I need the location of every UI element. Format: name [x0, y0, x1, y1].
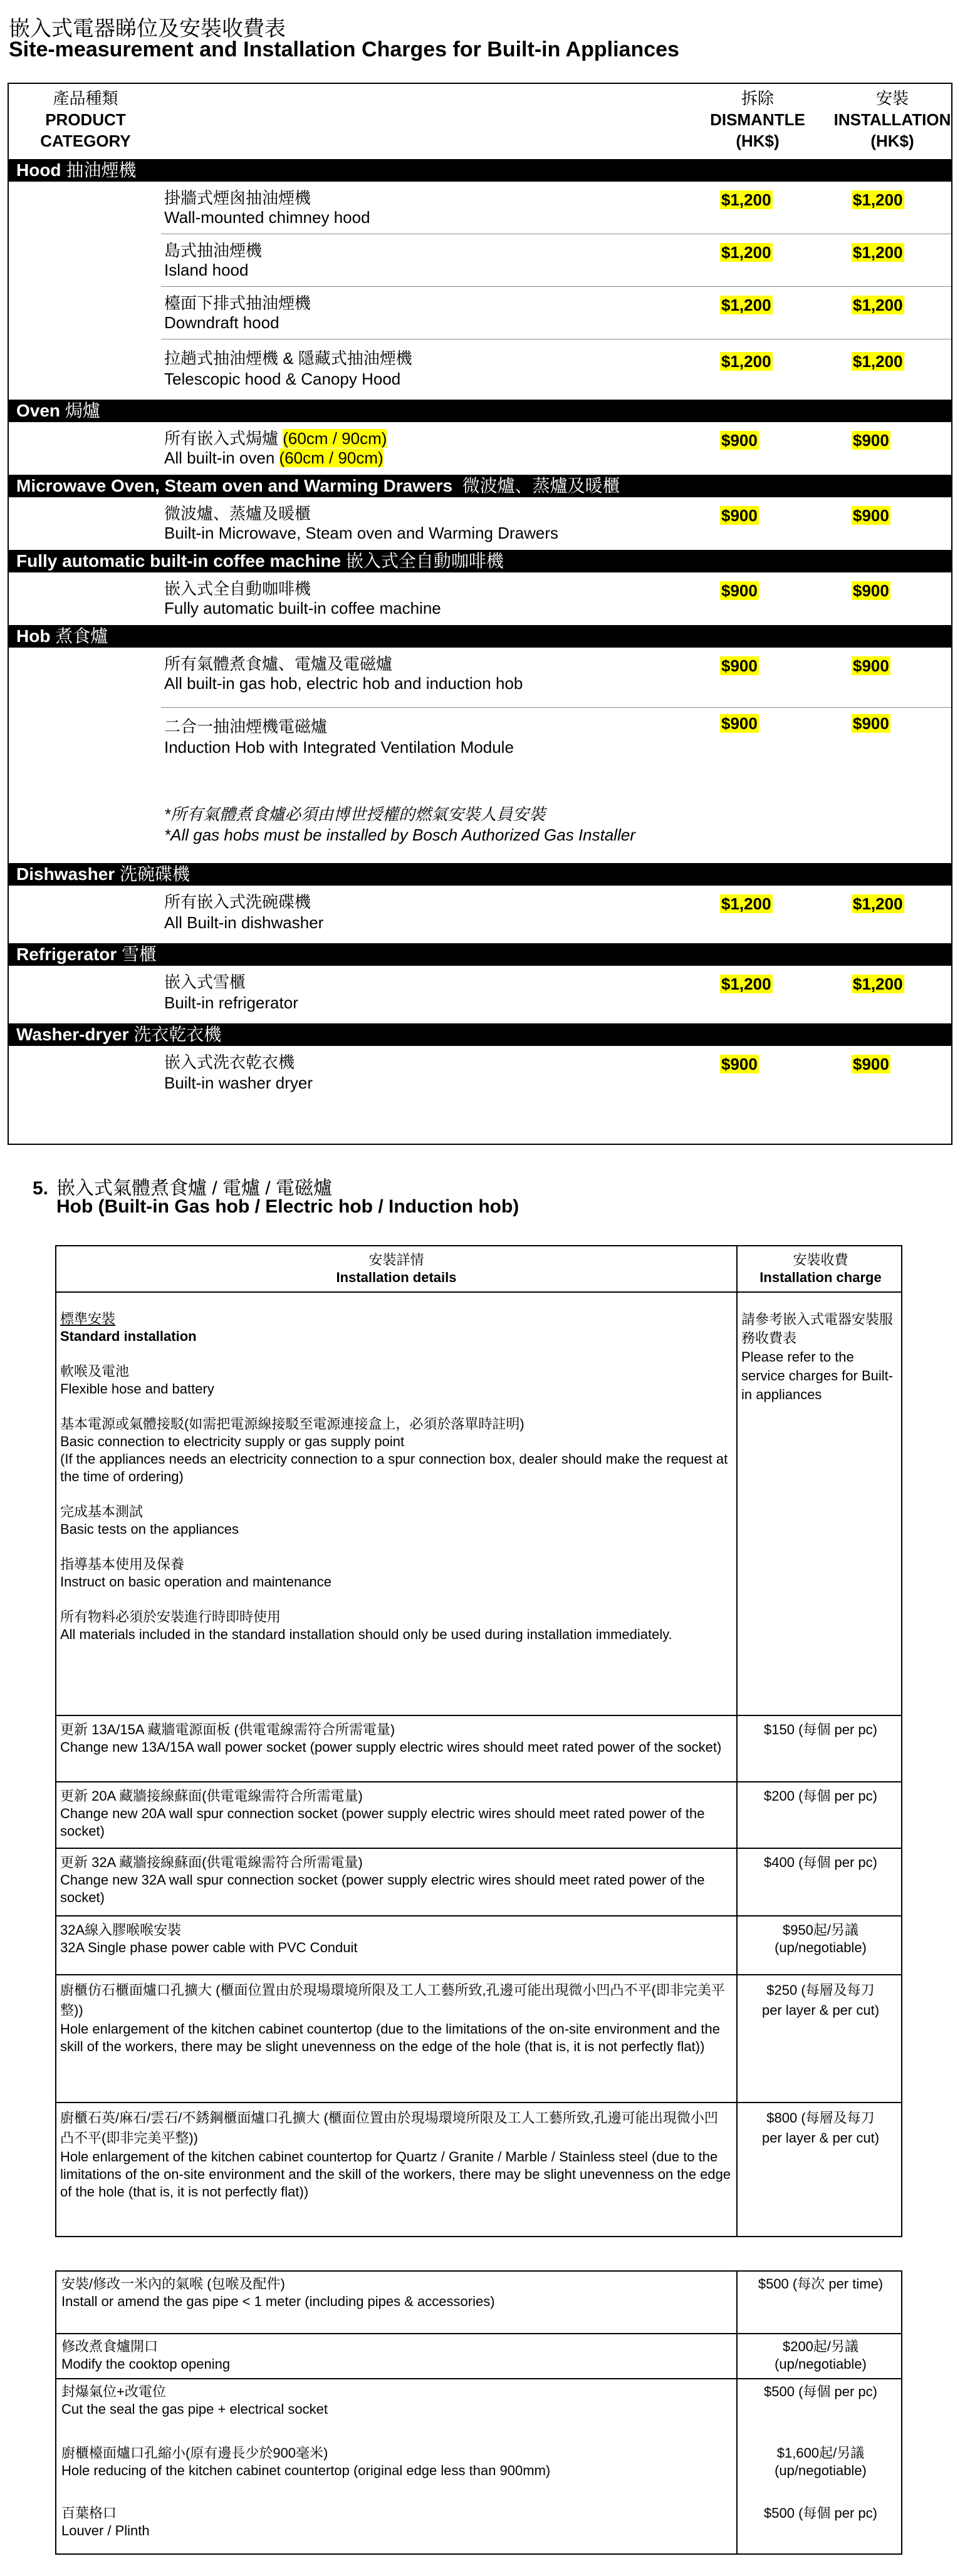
- row-details: [56, 2379, 738, 2441]
- row-charge: [738, 1916, 904, 1974]
- row-details: [56, 2103, 738, 2236]
- row-en: Change new 13A/15A wall power socket (power supply electric wires should meet rated power of the socket): [60, 1739, 722, 1755]
- hob-table-header: [56, 1246, 901, 1293]
- row-details: [56, 1782, 738, 1848]
- item-zh: 基本電源或氣體接駁(如需把電源線接駁至電源連接盒上，必須於落單時註明): [60, 1416, 524, 1432]
- dismantle-price: $1,200: [721, 894, 771, 913]
- row-details: [56, 1716, 738, 1781]
- row-details: [56, 2272, 738, 2333]
- section-washer-dryer: [9, 1023, 951, 1046]
- gas-hob-note-en: *All gas hobs must be installed by Bosch Authorized Gas Installer: [164, 825, 635, 844]
- row-charge: $150 (每個 per pc): [764, 1722, 877, 1737]
- dismantle-price: $900: [721, 656, 758, 675]
- table-row: [56, 2272, 901, 2334]
- charge-header-en: Installation charge: [759, 1270, 882, 1285]
- row-en: Island hood: [164, 261, 249, 279]
- install-price: $900: [853, 431, 889, 450]
- row-zh: 廚櫃石英/麻石/雲石/不銹鋼櫃面爐口孔擴大 (櫃面位置由於現場環境所限及工人工藝所致,孔邊可能出現微小凹凸不平(即非完美平整)): [60, 2110, 718, 2146]
- section-coffee: [9, 550, 951, 572]
- gas-hob-note-zh: *所有氣體煮食爐必須由博世授權的燃氣安裝人員安裝: [164, 805, 546, 824]
- table-row: [56, 1916, 901, 1975]
- row-zh: 檯面下排式抽油煙機: [164, 294, 311, 313]
- table-row: [56, 2103, 901, 2236]
- dismantle-price: $1,200: [721, 190, 771, 209]
- row-zh-text: 所有嵌入式焗爐: [164, 429, 279, 448]
- row-details: [56, 1975, 738, 2102]
- installation-header: [827, 88, 958, 152]
- standard-installation-details: [56, 1293, 738, 1715]
- charge-line2: per layer & per cut): [761, 2130, 880, 2146]
- section-dishwasher-en: Dishwasher: [16, 864, 115, 884]
- charge-line2: (up/negotiable): [775, 2356, 867, 2372]
- section-hob: [9, 625, 951, 648]
- item-en: All materials included in the standard installation should only be used during installation immediately.: [60, 1627, 672, 1642]
- row-en: Built-in refrigerator: [164, 993, 298, 1012]
- item-en: (If the appliances needs an electricity connection to a spur connection box, dealer should make the request at the time of ordering): [60, 1451, 728, 1484]
- section-hood-en: Hood: [16, 160, 61, 180]
- standard-installation-row: [56, 1293, 901, 1716]
- row-charge: [738, 2103, 904, 2236]
- row-zh: 拉趟式抽油煙機 & 隱藏式抽油煙機: [164, 349, 412, 368]
- item-zh: 完成基本測試: [60, 1504, 143, 1519]
- section-hood-zh: 抽油煙機: [66, 160, 137, 180]
- section-hob-en: Hob: [16, 626, 51, 646]
- table-row: [56, 2334, 901, 2379]
- row-details: [56, 1849, 738, 1915]
- charge-line2: per layer & per cut): [761, 2002, 880, 2018]
- section-microwave-zh: 微波爐、蒸爐及暖櫃: [462, 476, 620, 495]
- install-price: $900: [853, 506, 889, 525]
- additional-charges-table: [55, 2270, 902, 2555]
- dismantle-price: $1,200: [721, 975, 771, 993]
- table-row: [161, 422, 951, 475]
- section-5-title-en: Hob (Built-in Gas hob / Electric hob / Induction hob): [56, 1196, 519, 1217]
- standard-installation-charge: [738, 1293, 904, 1715]
- item-zh: 所有物料必須於安裝進行時即時使用: [60, 1609, 281, 1625]
- row-en: Change new 20A wall spur connection socket (power supply electric wires should meet rated power of the socket): [60, 1806, 705, 1839]
- installation-header-zh: 安裝: [875, 89, 909, 108]
- charge-line1: $950起/另議: [782, 1922, 859, 1938]
- row-zh: 廚櫃檯面爐口孔縮小(原有邊長少於900毫米): [61, 2445, 328, 2461]
- row-en: Louver / Plinth: [61, 2523, 150, 2538]
- section-washer-dryer-zh: 洗衣乾衣機: [133, 1025, 222, 1044]
- row-zh: 更新 32A 藏牆接線蘇面(供電電線需符合所需電量): [60, 1854, 363, 1870]
- table-row: [161, 648, 951, 708]
- row-zh: 微波爐、蒸爐及暖櫃: [164, 504, 311, 523]
- row-en: Hole enlargement of the kitchen cabinet countertop (due to the limitations of the on-site environment and the skill of the workers, there may be slight unevenness on the edge of the hole (that is, it is not perfectly flat)): [60, 2021, 720, 2054]
- row-charge: $500 (每個 per pc): [764, 2384, 877, 2399]
- section-5-number: 5.: [33, 1178, 49, 1199]
- row-en: Hole reducing of the kitchen cabinet countertop (original edge less than 900mm): [61, 2463, 551, 2478]
- section-refrigerator-zh: 雪櫃: [122, 944, 157, 964]
- row-charge: [738, 2441, 904, 2501]
- row-en: Built-in washer dryer: [164, 1073, 313, 1092]
- table-row: [161, 339, 951, 400]
- item-zh: 指導基本使用及保養: [60, 1556, 185, 1572]
- row-charge: [738, 1975, 904, 2102]
- row-charge: $500 (每次 per time): [758, 2276, 884, 2292]
- install-price: $1,200: [853, 975, 903, 993]
- charges-table: [8, 83, 952, 1145]
- install-price: $900: [853, 581, 889, 600]
- row-zh: 所有嵌入式洗碗碟機: [164, 892, 311, 911]
- table-row: [161, 234, 951, 287]
- section-coffee-zh: 嵌入式全自動咖啡機: [345, 551, 504, 571]
- page-title-zh: 嵌入式電器睇位及安裝收費表: [9, 17, 286, 41]
- section-dishwasher: [9, 863, 951, 886]
- table-row: [161, 966, 951, 1023]
- item-en: Basic connection to electricity supply or gas supply point: [60, 1434, 405, 1449]
- row-en: 32A Single phase power cable with PVC Conduit: [60, 1940, 358, 1955]
- install-price: $1,200: [853, 296, 903, 314]
- section-refrigerator-en: Refrigerator: [16, 944, 117, 964]
- category-header: [9, 88, 162, 152]
- row-zh: 二合一抽油煙機電磁爐: [164, 717, 328, 736]
- category-header-en2: CATEGORY: [40, 132, 131, 150]
- row-zh: 更新 20A 藏牆接線蘇面(供電電線需符合所需電量): [60, 1788, 363, 1804]
- dismantle-price: $1,200: [721, 352, 771, 371]
- row-zh: 百葉格口: [61, 2505, 117, 2521]
- dismantle-price: $900: [721, 1055, 758, 1073]
- row-en: All built-in gas hob, electric hob and induction hob: [164, 674, 523, 693]
- dismantle-price: $900: [721, 431, 758, 450]
- table-row: [56, 1716, 901, 1782]
- details-header: [56, 1246, 738, 1291]
- section-oven-en: Oven: [16, 401, 61, 420]
- row-en: Change new 32A wall spur connection socket (power supply electric wires should meet rated power of the socket): [60, 1872, 705, 1905]
- details-header-zh: 安裝詳情: [368, 1252, 424, 1268]
- row-en: [164, 448, 383, 468]
- row-zh: 掛牆式煙囪抽油煙機: [164, 189, 311, 207]
- dismantle-header: [692, 88, 823, 152]
- charge-line1: $1,600起/另議: [776, 2445, 865, 2461]
- section-hob-zh: 煮食爐: [55, 626, 108, 646]
- table-row: [56, 2441, 901, 2501]
- item-en: Basic tests on the appliances: [60, 1521, 239, 1537]
- section-microwave: [9, 475, 951, 497]
- install-price: $1,200: [853, 894, 903, 913]
- row-en: Hole enlargement of the kitchen cabinet countertop for Quartz / Granite / Marble / Stainless steel (due to the limitations of the on-site environment and the skill of the workers, there may be slight unevenness on the edge of the hole (that is, it is not perfectly flat)): [60, 2149, 731, 2200]
- dismantle-price: $900: [721, 714, 758, 733]
- details-header-en: Installation details: [336, 1270, 457, 1285]
- row-en: Induction Hob with Integrated Ventilation Module: [164, 738, 514, 757]
- install-price: $900: [853, 714, 889, 733]
- charge-line2: (up/negotiable): [775, 2463, 867, 2478]
- row-zh: 嵌入式雪櫃: [164, 973, 246, 991]
- row-zh: 封爆氣位+改電位: [61, 2384, 166, 2399]
- row-zh: 32A線入膠喉喉安裝: [60, 1922, 182, 1938]
- row-zh: 所有氣體煮食爐、電爐及電磁爐: [164, 654, 393, 673]
- charge-line2: (up/negotiable): [775, 1940, 867, 1955]
- row-en: All Built-in dishwasher: [164, 913, 324, 932]
- table-row: [56, 2379, 901, 2441]
- row-zh: 嵌入式全自動咖啡機: [164, 579, 311, 598]
- row-zh: 島式抽油煙機: [164, 241, 263, 260]
- row-zh: 修改煮食爐開口: [61, 2339, 159, 2354]
- row-en: Telescopic hood & Canopy Hood: [164, 370, 401, 388]
- page-title-en: Site-measurement and Installation Charges for Built-in Appliances: [9, 38, 679, 61]
- row-details: [56, 2501, 738, 2553]
- standard-title-en: Standard installation: [60, 1328, 197, 1344]
- table-header: [9, 84, 951, 159]
- row-zh: [164, 426, 387, 449]
- row-en: Fully automatic built-in coffee machine: [164, 599, 441, 618]
- row-details: [56, 1916, 738, 1974]
- row-en: Modify the cooktop opening: [61, 2356, 231, 2372]
- table-row: [56, 2501, 901, 2553]
- row-zh: 廚櫃仿石櫃面爐口孔擴大 (櫃面位置由於現場環境所限及工人工藝所致,孔邊可能出現微小凹凸不平(即非完美平整)): [60, 1982, 725, 2018]
- section-oven: [9, 400, 951, 422]
- row-en-text: All built-in oven: [164, 448, 275, 467]
- charge-en: Please refer to the service charges for Built-in appliances: [741, 1349, 894, 1402]
- row-en: Cut the seal the gas pipe + electrical socket: [61, 2401, 328, 2417]
- dismantle-price: $1,200: [721, 296, 771, 314]
- table-row: [56, 1782, 901, 1849]
- table-row: [56, 1849, 901, 1916]
- dismantle-price: $1,200: [721, 243, 771, 262]
- section-washer-dryer-en: Washer-dryer: [16, 1025, 129, 1044]
- category-header-en1: PRODUCT: [45, 110, 126, 129]
- table-row: [161, 572, 951, 625]
- section-refrigerator: [9, 943, 951, 966]
- section-oven-zh: 焗爐: [65, 401, 100, 420]
- section-5-title-zh: 嵌入式氣體煮食爐 / 電爐 / 電磁爐: [56, 1178, 333, 1199]
- size-highlight: (60cm / 90cm): [283, 429, 387, 448]
- charge-line1: $800 (每層及每刀: [766, 2110, 875, 2126]
- table-row: [161, 287, 951, 339]
- installation-header-en: INSTALLATION: [833, 110, 951, 129]
- dismantle-header-en: DISMANTLE: [710, 110, 805, 129]
- section-dishwasher-zh: 洗碗碟機: [119, 864, 190, 884]
- section-hood: [9, 159, 951, 182]
- item-en: Flexible hose and battery: [60, 1381, 214, 1397]
- charge-line1: $200起/另議: [782, 2339, 859, 2354]
- row-charge: [738, 2334, 904, 2378]
- charge-line1: $250 (每層及每刀: [766, 1982, 875, 1998]
- category-header-zh: 產品種類: [53, 89, 118, 108]
- item-en: Instruct on basic operation and maintenance: [60, 1574, 331, 1590]
- table-row: [161, 182, 951, 234]
- charge-zh: 請參考嵌入式電器安裝服務收費表: [741, 1311, 894, 1346]
- installation-header-unit: (HK$): [870, 132, 914, 150]
- row-details: [56, 2441, 738, 2501]
- row-zh: 安裝/修改一米內的氣喉 (包喉及配件): [61, 2276, 285, 2292]
- section-coffee-en: Fully automatic built-in coffee machine: [16, 551, 342, 571]
- row-en: Wall-mounted chimney hood: [164, 208, 370, 227]
- dismantle-price: $900: [721, 581, 758, 600]
- table-row: [161, 497, 951, 550]
- row-en: Downdraft hood: [164, 313, 279, 332]
- section-microwave-en: Microwave Oven, Steam oven and Warming Drawers: [16, 476, 453, 495]
- dismantle-header-unit: (HK$): [736, 132, 780, 150]
- table-row: [161, 1046, 951, 1104]
- row-zh: 嵌入式洗衣乾衣機: [164, 1053, 295, 1072]
- row-charge: $400 (每個 per pc): [764, 1854, 877, 1870]
- hob-installation-table: [55, 1245, 902, 2237]
- row-details: [56, 2334, 738, 2378]
- charge-header-zh: 安裝收費: [793, 1252, 848, 1268]
- row-en: Install or amend the gas pipe < 1 meter (including pipes & accessories): [61, 2294, 495, 2309]
- size-highlight: (60cm / 90cm): [279, 448, 383, 467]
- item-zh: 軟喉及電池: [60, 1363, 130, 1379]
- table-row: [161, 886, 951, 943]
- row-charge: $500 (每個 per pc): [764, 2505, 877, 2521]
- table-row: [161, 708, 951, 863]
- install-price: $900: [853, 656, 889, 675]
- dismantle-header-zh: 拆除: [741, 89, 774, 108]
- install-price: $1,200: [853, 243, 903, 262]
- row-charge: $200 (每個 per pc): [764, 1788, 877, 1804]
- install-price: $900: [853, 1055, 889, 1073]
- dismantle-price: $900: [721, 506, 758, 525]
- install-price: $1,200: [853, 190, 903, 209]
- charge-header: [738, 1246, 904, 1291]
- row-en: Built-in Microwave, Steam oven and Warming Drawers: [164, 524, 559, 542]
- install-price: $1,200: [853, 352, 903, 371]
- row-zh: 更新 13A/15A 藏牆電源面板 (供電電線需符合所需電量): [60, 1722, 395, 1737]
- table-row: [56, 1975, 901, 2103]
- standard-title-zh: 標準安裝: [60, 1311, 116, 1327]
